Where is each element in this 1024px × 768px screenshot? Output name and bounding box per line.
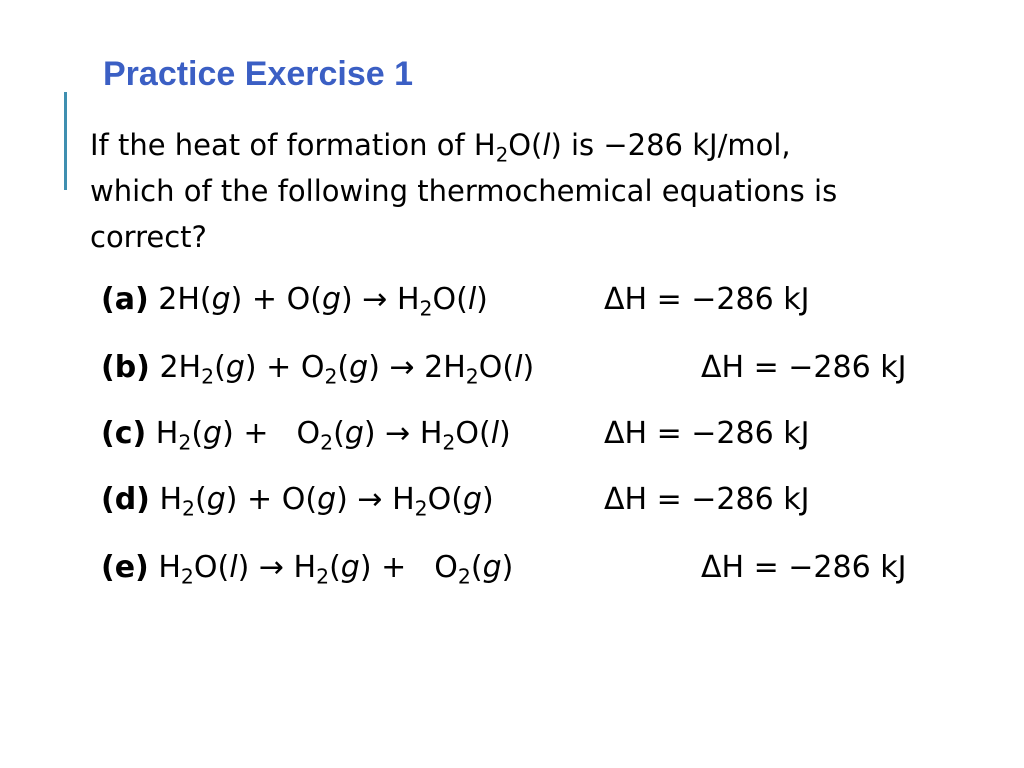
option-e-equation: $H_2O(l) \to H_2(g) + O_2(g)$ (158, 550, 514, 589)
option-e-letter: (e) (101, 550, 149, 585)
option-b-delta-h: ΔH = −286 kJ (701, 350, 907, 385)
question-line-3: correct? (90, 220, 207, 254)
accent-bar (64, 92, 67, 190)
option-d (101, 476, 981, 524)
option-a-delta-h: ΔH = −286 kJ (604, 282, 810, 317)
slide-title: Practice Exercise 1 (103, 55, 414, 93)
option-a (101, 276, 981, 324)
question-text (90, 122, 970, 260)
option-a-equation: $2H(g) + O(g) \to H_2O(l)$ (158, 282, 488, 321)
option-a-letter: (a) (101, 282, 149, 317)
option-c (101, 410, 981, 458)
question-line-1: If the heat of formation of $H_2O(l)$ is −286 kJ∕mol, (90, 128, 791, 167)
option-e-delta-h: ΔH = −286 kJ (701, 550, 907, 585)
option-c-equation: $H_2(g) + O_2(g) \to H_2O(l)$ (155, 416, 511, 455)
option-d-equation: $H_2(g) + O(g) \to H_2O(g)$ (159, 482, 494, 521)
option-b (101, 344, 981, 392)
option-c-delta-h: ΔH = −286 kJ (604, 416, 810, 451)
option-b-letter: (b) (101, 350, 150, 385)
option-c-letter: (c) (101, 416, 147, 451)
option-e (101, 544, 981, 592)
option-b-equation: $2H_2(g) + O_2(g) \to 2H_2O(l)$ (159, 350, 535, 389)
option-d-letter: (d) (101, 482, 150, 517)
option-d-delta-h: ΔH = −286 kJ (604, 482, 810, 517)
question-line-2: which of the following thermochemical equations is (90, 174, 838, 208)
